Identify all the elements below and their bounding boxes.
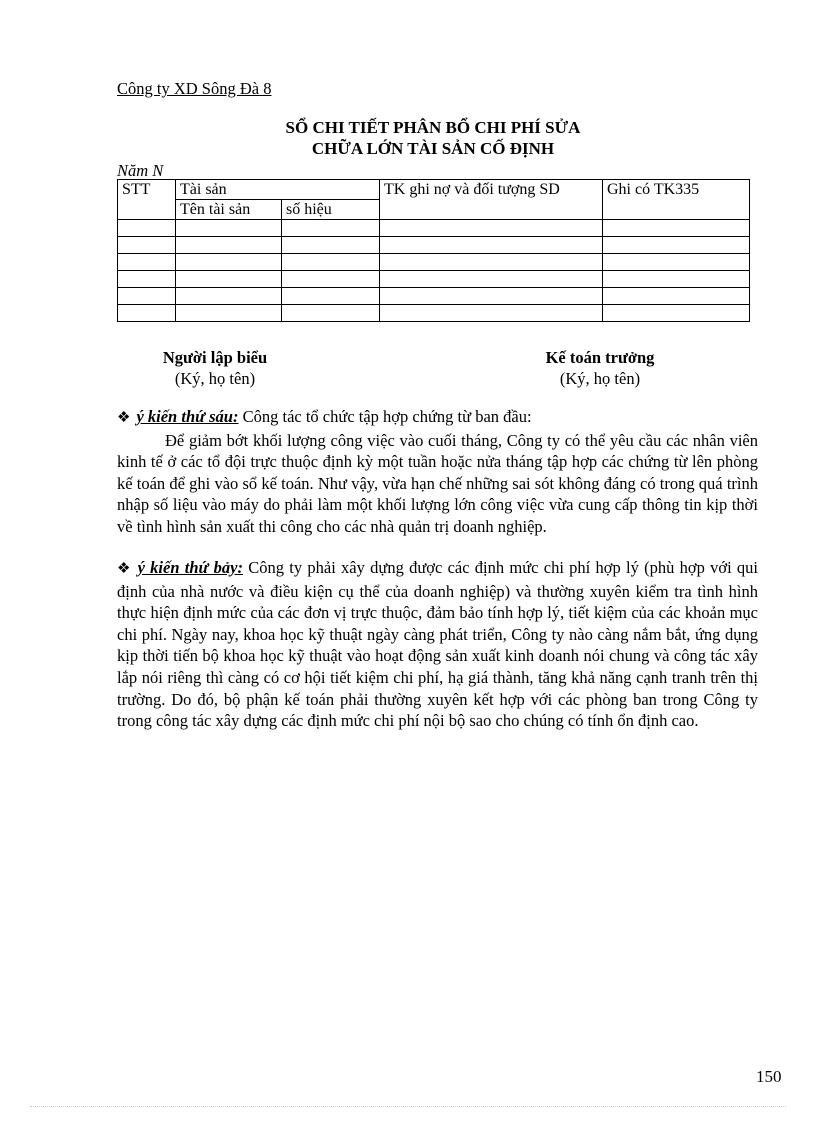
opinion-six-lead: Công tác tổ chức tập hợp chứng từ ban đầu: [238,407,532,426]
page-number: 150 [756,1067,782,1086]
diamond-bullet-icon: ❖ [117,410,131,426]
table-row [118,254,750,271]
opinion-seven-label: ý kiến thứ bảy: [137,558,243,577]
header-asset-name: Tên tài sản [176,200,282,220]
opinion-six-text: Để giảm bớt khối lượng công việc vào cuối tháng, Công ty có thể yêu cầu các nhân viên kinh tế ở các tổ đội trực thuộc định kỳ một tuần hoặc nửa tháng tập hợp các chứng từ lên phòng kế toán để ghi vào sổ kế toán. Như vậy, vừa hạn chế những sai sót không đáng có trong quá trình nhập số liệu vào máy do phải làm một khối lượng lớn công việc vừa cung cấp thông tin kịp thời về tình hình sản xuất thi công cho các nhà quản trị doanh nghiệp. [117,430,758,536]
table-row [118,220,750,237]
title-line-1: SỔ CHI TIẾT PHÂN BỔ CHI PHÍ SỬA [285,118,581,137]
table-row [118,271,750,288]
ledger-table [117,179,750,322]
header-stt: STT [118,180,176,220]
chief-accountant-role: Kế toán trưởng [545,348,655,367]
table-row [118,237,750,254]
header-credit-tk335: Ghi có TK335 [603,180,750,220]
preparer-note: (Ký, họ tên) [174,369,256,389]
header-debit-account: TK ghi nợ và đối tượng SD [380,180,603,220]
chief-accountant-note: (Ký, họ tên) [559,369,641,389]
year-label: Năm N [117,161,164,180]
opinion-six-body [117,430,758,538]
preparer-role: Người lập biểu [162,348,268,367]
opinion-six-paragraph [117,406,758,538]
footer-divider [30,1106,786,1107]
table-header-row [118,180,750,200]
table-row [118,305,750,322]
opinion-six-heading [117,406,758,430]
diamond-bullet-icon: ❖ [117,561,132,577]
table-row [118,288,750,305]
document-title [117,117,749,160]
opinion-seven-text: Công ty phải xây dựng được các định mức chi phí hợp lý (phù hợp với qui định của nhà nước và điều kiện cụ thể của doanh nghiệp) và thường xuyên kiểm tra tình hình thực hiện định mức của các đơn vị trực thuộc, đảm bảo tính hợp lý, tiết kiệm của các khoản mục chi phí. Ngày nay, khoa học kỹ thuật ngày càng phát triển, Công ty nào càng nắm bắt, ứng dụng kịp thời tiến bộ khoa học kỹ thuật vào hoạt động sản xuất kinh doanh nói chung và công tác xây lắp nói riêng thì càng có cơ hội tiết kiệm chi phí, hạ giá thành, tăng khả năng cạnh tranh trên thị trường. Do đó, bộ phận kế toán phải thường xuyên kết hợp với các phòng ban trong Công ty trong công tác xây dựng các định mức chi phí nội bộ sao cho chúng có tính ổn định cao. [117,558,759,731]
signature-preparer [140,347,290,390]
company-name: Công ty XD Sông Đà 8 [117,79,272,98]
title-line-2: CHỮA LỚN TÀI SẢN CỐ ĐỊNH [311,139,555,159]
header-asset: Tài sản [176,180,380,200]
header-asset-code: số hiệu [282,200,380,220]
opinion-six-label: ý kiến thứ sáu: [136,407,239,426]
signature-chief-accountant [520,347,680,390]
opinion-seven-paragraph [117,557,758,732]
